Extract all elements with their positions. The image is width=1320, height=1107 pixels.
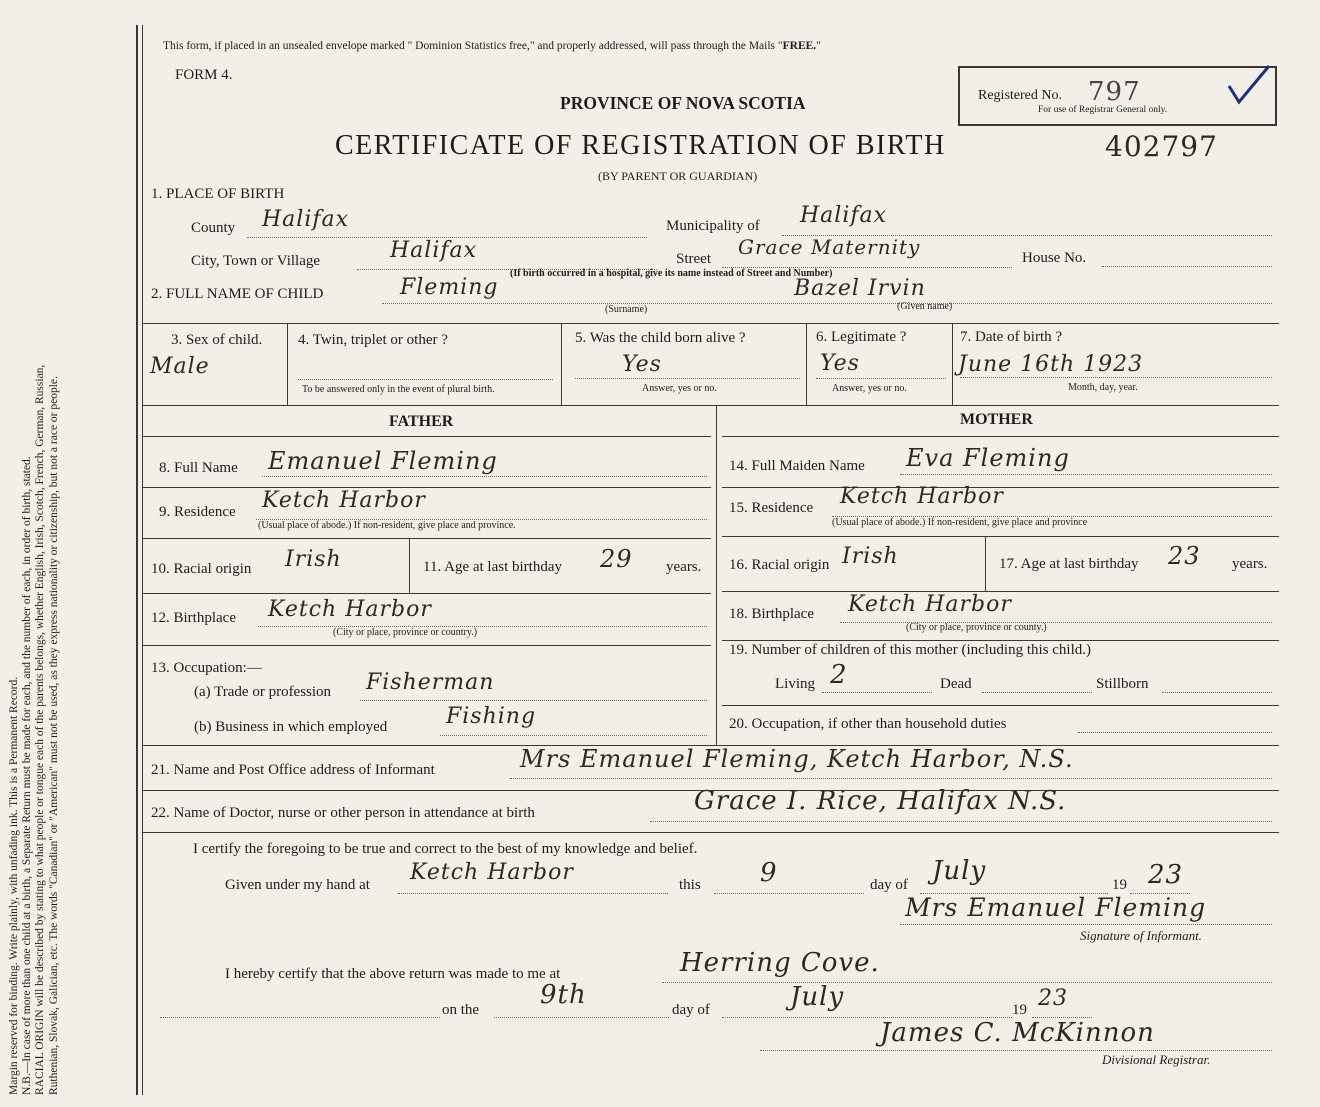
dob-value: June 16th 1923	[958, 352, 1144, 377]
doctor-rule	[143, 832, 1279, 833]
dead-line	[982, 692, 1092, 693]
sex-value: Male	[150, 354, 210, 379]
mother-age-unit: years.	[1232, 556, 1268, 572]
living-value: 2	[830, 660, 848, 690]
street-label: Street	[676, 251, 711, 267]
form-number: FORM 4.	[175, 67, 233, 83]
father-name-label: 8. Full Name	[159, 460, 238, 476]
mother-rule-3	[722, 536, 1279, 537]
father-heading: FATHER	[389, 413, 454, 430]
city-label: City, Town or Village	[191, 253, 321, 269]
margin-instructions	[8, 35, 61, 1095]
province-title: PROVINCE OF NOVA SCOTIA	[560, 93, 806, 113]
municipality-value: Halifax	[800, 203, 888, 228]
given-place-value: Ketch Harbor	[410, 860, 574, 885]
margin-line-2: N.B.—In case of more than one child at a birth, a Separate Return must be made for each, and the number of each, in order of birth, stated.	[21, 456, 34, 1095]
mother-name-value: Eva Fleming	[906, 444, 1070, 472]
dob-line	[960, 377, 1272, 378]
mother-racial-label: 16. Racial origin	[729, 557, 830, 573]
informant-signature-caption: Signature of Informant.	[1080, 928, 1202, 943]
certificate-title: CERTIFICATE OF REGISTRATION OF BIRTH	[335, 130, 946, 161]
registrar-year-prefix: 19	[1012, 1002, 1027, 1018]
row-3-divider-4	[952, 323, 953, 405]
sex-label: 3. Sex of child.	[171, 332, 263, 348]
registrar-statement: I hereby certify that the above return was made to me at	[225, 966, 561, 982]
registered-note: For use of Registrar General only.	[1038, 105, 1168, 115]
informant-signature-line	[900, 924, 1272, 925]
father-name-value: Emanuel Fleming	[268, 447, 498, 475]
row-3-divider-2	[561, 323, 562, 405]
registered-label: Registered No.	[978, 88, 1062, 103]
handwritten-number: 402797	[1105, 130, 1218, 163]
on-the-label: on the	[442, 1002, 480, 1018]
twin-line	[298, 379, 553, 380]
mother-name-line	[900, 474, 1272, 475]
living-label: Living	[775, 676, 815, 692]
row-3-top-rule	[143, 323, 1279, 324]
margin-line-3: RACIAL ORIGIN will be described by stating to what people or tongue each of the parents belongs, whether English, Irish, Scotch, French, German, Russian,	[34, 364, 47, 1095]
mother-birthplace-label: 18. Birthplace	[729, 606, 814, 622]
trade-value: Fisherman	[366, 670, 495, 695]
mother-heading: MOTHER	[960, 411, 1033, 428]
binding-rule-outer	[136, 25, 138, 1095]
living-line	[822, 692, 932, 693]
twin-label: 4. Twin, triplet or other ?	[298, 332, 448, 348]
given-caption: (Given name)	[897, 301, 953, 312]
doctor-value: Grace I. Rice, Halifax N.S.	[694, 786, 1067, 816]
parents-center-divider	[716, 405, 717, 745]
father-rule-5	[143, 645, 711, 646]
father-rule-4	[143, 593, 711, 594]
mother-age-label: 17. Age at last birthday	[999, 556, 1139, 572]
father-rule-3	[143, 538, 711, 539]
mother-occupation-label: 20. Occupation, if other than household duties	[729, 716, 1007, 732]
check-mark-icon	[1225, 60, 1275, 110]
registrar-day-of-label: day of	[672, 1002, 710, 1018]
dob-note: Month, day, year.	[1068, 382, 1138, 393]
stillborn-line	[1162, 692, 1272, 693]
father-birthplace-label: 12. Birthplace	[151, 610, 236, 626]
mother-residence-note: (Usual place of abode.) If non-resident, give place and province	[832, 517, 1088, 528]
hospital-note: (If birth occurred in a hospital, give its name instead of Street and Number)	[510, 268, 833, 279]
father-birthplace-value: Ketch Harbor	[268, 597, 432, 622]
mother-birthplace-note: (City or place, province or county.)	[906, 622, 1047, 633]
legitimate-line	[816, 378, 946, 379]
father-rule-2	[143, 487, 711, 488]
trade-line	[360, 700, 707, 701]
registrar-year-value: 23	[1038, 986, 1068, 1011]
county-value: Halifax	[262, 207, 350, 232]
day-of-label: day of	[870, 877, 908, 893]
informant-label: 21. Name and Post Office address of Informant	[151, 762, 435, 778]
year-prefix: 19	[1112, 877, 1127, 893]
legitimate-value: Yes	[820, 351, 860, 376]
stillborn-label: Stillborn	[1096, 676, 1149, 692]
father-age-label: 11. Age at last birthday	[423, 559, 562, 575]
child-surname: Fleming	[400, 275, 499, 300]
registrar-month-value: July	[790, 982, 845, 1012]
father-age-value: 29	[600, 545, 633, 573]
municipality-label: Municipality of	[666, 218, 760, 234]
registrar-place-value: Herring Cove.	[680, 948, 880, 978]
mail-notice: This form, if placed in an unsealed envelope marked " Dominion Statistics free," and properly addressed, will pass through the Mails "FREE."	[163, 40, 821, 52]
twin-note: To be answered only in the event of plural birth.	[302, 384, 495, 395]
county-label: County	[191, 220, 236, 236]
row-3-divider-3	[806, 323, 807, 405]
certify-statement: I certify the foregoing to be true and correct to the best of my knowledge and belief.	[193, 841, 698, 857]
business-label: (b) Business in which employed	[194, 719, 388, 735]
mother-rule-1	[722, 436, 1279, 437]
day-value: 9	[760, 858, 778, 888]
registrar-lead-line	[160, 1017, 440, 1018]
this-label: this	[679, 877, 701, 893]
house-label: House No.	[1022, 250, 1087, 266]
place-of-birth-label: 1. PLACE OF BIRTH	[151, 186, 285, 202]
doctor-label: 22. Name of Doctor, nurse or other person in attendance at birth	[151, 805, 535, 821]
row-3-divider-1	[287, 323, 288, 405]
father-birthplace-line	[258, 626, 707, 627]
mother-racial-divider	[985, 536, 986, 591]
informant-line	[510, 778, 1272, 779]
business-line	[440, 735, 707, 736]
binding-rule-inner	[142, 25, 143, 1095]
day-line	[714, 893, 864, 894]
mother-birthplace-line	[840, 622, 1272, 623]
city-value: Halifax	[390, 238, 478, 263]
father-racial-value: Irish	[285, 547, 342, 572]
given-place-line	[398, 893, 668, 894]
registrar-day-line	[494, 1017, 669, 1018]
registered-number: 797	[1088, 77, 1141, 107]
child-name-line	[382, 303, 1272, 304]
child-name-label: 2. FULL NAME OF CHILD	[151, 286, 324, 302]
informant-signature: Mrs Emanuel Fleming	[905, 893, 1207, 922]
alive-value: Yes	[622, 352, 662, 377]
registrar-place-line	[662, 982, 1272, 983]
mother-rule-6	[722, 705, 1279, 706]
mother-age-value: 23	[1168, 542, 1201, 570]
given-under-label: Given under my hand at	[225, 877, 370, 893]
alive-label: 5. Was the child born alive ?	[575, 330, 746, 346]
dead-label: Dead	[940, 676, 972, 692]
informant-value: Mrs Emanuel Fleming, Ketch Harbor, N.S.	[520, 745, 1074, 773]
registrar-day-value: 9th	[540, 980, 587, 1010]
registrar-signature-line	[760, 1050, 1272, 1051]
father-racial-label: 10. Racial origin	[151, 561, 252, 577]
father-racial-divider	[409, 538, 410, 593]
father-occupation-label: 13. Occupation:—	[151, 660, 262, 676]
dob-label: 7. Date of birth ?	[960, 329, 1063, 345]
mother-residence-label: 15. Residence	[729, 500, 814, 516]
mail-free-label: FREE.	[782, 40, 817, 52]
certificate-subtitle: (BY PARENT OR GUARDIAN)	[598, 169, 758, 183]
house-line	[1102, 266, 1272, 267]
business-value: Fishing	[446, 704, 537, 729]
mother-name-label: 14. Full Maiden Name	[729, 458, 865, 474]
surname-caption: (Surname)	[605, 304, 648, 315]
registrar-caption: Divisional Registrar.	[1102, 1052, 1211, 1067]
father-birthplace-note: (City or place, province or country.)	[333, 627, 478, 638]
street-value: Grace Maternity	[738, 235, 921, 259]
father-residence-label: 9. Residence	[159, 504, 236, 520]
margin-line-4: Ruthenian, Slovak, Galician, etc. The words "Canadian" or "American" must not be used, as they express nationality or citizenship, but not a race or people.	[47, 376, 60, 1095]
trade-label: (a) Trade or profession	[194, 684, 332, 700]
child-given-name: Bazel Irvin	[794, 276, 926, 301]
margin-line-1: Margin reserved for binding. Write plainly, with unfading ink. This is a Permanent Record.	[8, 676, 20, 1095]
father-rule-1	[143, 436, 711, 437]
mother-racial-value: Irish	[842, 544, 899, 569]
month-value: July	[932, 856, 987, 886]
father-residence-note: (Usual place of abode.) If non-resident, give place and province.	[258, 520, 516, 531]
father-residence-value: Ketch Harbor	[262, 488, 426, 513]
children-count-label: 19. Number of children of this mother (including this child.)	[729, 642, 1092, 658]
mother-rule-5	[722, 640, 1279, 641]
legitimate-note: Answer, yes or no.	[832, 383, 907, 394]
alive-line	[575, 378, 800, 379]
mother-occupation-line	[1078, 732, 1272, 733]
mother-birthplace-value: Ketch Harbor	[848, 592, 1012, 617]
row-3-bottom-rule	[143, 405, 1279, 406]
year-value: 23	[1148, 860, 1184, 890]
alive-note: Answer, yes or no.	[642, 383, 717, 394]
doctor-line	[650, 821, 1272, 822]
father-name-line	[262, 476, 707, 477]
father-age-unit: years.	[666, 559, 702, 575]
legitimate-label: 6. Legitimate ?	[816, 329, 907, 345]
registrar-signature: James C. McKinnon	[880, 1018, 1155, 1048]
mother-residence-value: Ketch Harbor	[840, 484, 1004, 509]
